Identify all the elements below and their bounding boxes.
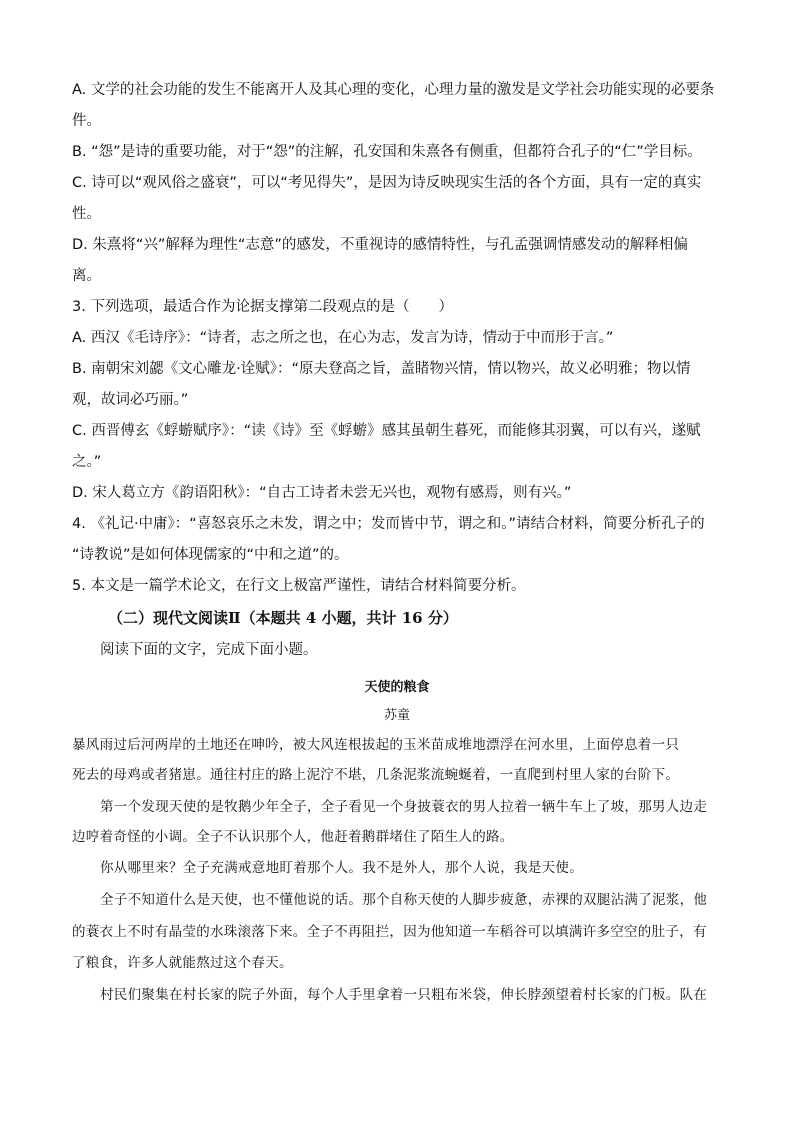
option-a-line-1: A. 文学的社会功能的发生不能离开人及其心理的变化，心理力量的激发是文学社会功能实现的必要条 <box>72 82 715 98</box>
story-line: 的蓑衣上不时有晶莹的水珠滚落下来。全子不再阻拦，因为他知道一车稻谷可以填满许多空空的肚子，有 <box>72 924 707 940</box>
q3-option-a: A. 西汉《毛诗序》：“诗者，志之所之也，在心为志，发言为诗，情动于中而形于言。” <box>72 330 614 346</box>
q3-option-d: D. 宋人葛立方《韵语阳秋》：“自古工诗者未尝无兴也，观物有感焉，则有兴。” <box>72 485 572 501</box>
story-line: 暴风雨过后河两岸的土地还在呻吟，被大风连根拔起的玉米苗成堆地漂浮在河水里，上面停息着一只 <box>72 737 680 753</box>
option-c-line-1: C. 诗可以“观风俗之盛衰”，可以“考见得失”，是因为诗反映现实生活的各个方面，具有一定的真实 <box>72 175 702 191</box>
option-d-line-2: 离。 <box>72 268 101 284</box>
option-c-line-2: 性。 <box>72 206 101 222</box>
story-line: 村民们聚集在村长家的院子外面，每个人手里拿着一只粗布米袋，伸长脖颈望着村长家的门板。队在 <box>100 987 708 1003</box>
story-line: 你从哪里来？全子充满戒意地盯着那个人。我不是外人，那个人说，我是天使。 <box>100 860 583 876</box>
story-line: 全子不知道什么是天使，也不懂他说的话。那个自称天使的人脚步疲惫，赤裸的双腿沾满了泥浆，他 <box>100 892 708 908</box>
q3-option-c-line-2: 之。” <box>72 454 102 470</box>
question-5: 5. 本文是一篇学术论文，在行文上极富严谨性，请结合材料简要分析。 <box>72 578 526 594</box>
story-line: 死去的母鸡或者猪崽。通往村庄的路上泥泞不堪，几条泥浆流蜿蜒着，一直爬到村里人家的台阶下。 <box>72 767 680 783</box>
story-author: 苏童 <box>383 708 410 723</box>
story-line: 边哼着奇怪的小调。全子不认识那个人，他赶着鹅群堵住了陌生人的路。 <box>72 829 514 845</box>
story-line: 了粮食，许多人就能熬过这个春天。 <box>72 955 293 971</box>
reading-instruction: 阅读下面的文字，完成下面小题。 <box>100 642 318 658</box>
option-a-line-2: 件。 <box>72 113 101 129</box>
section-heading: （二）现代文阅读Ⅱ（本题共 4 小题，共计 16 分） <box>108 609 458 627</box>
question-3-stem: 3. 下列选项，最适合作为论据支撑第二段观点的是（ ） <box>72 299 453 315</box>
option-b-line-1: B. “怨”是诗的重要功能，对于“怨”的注解，孔安国和朱熹各有侧重，但都符合孔子的“仁”学目标。 <box>72 144 702 160</box>
q3-option-c-line-1: C. 西晋傅玄《蜉蝣赋序》：“读《诗》至《蜉蝣》感其虽朝生暮死，而能修其羽翼，可以有兴，遂赋 <box>72 423 701 439</box>
story-title: 天使的粮食 <box>364 680 430 695</box>
q3-option-b-line-2: 观，故词必巧丽。” <box>72 392 189 408</box>
story-line: 第一个发现天使的是牧鹅少年全子，全子看见一个身披蓑衣的男人拉着一辆牛车上了坡，那男人边走 <box>100 799 708 815</box>
question-4-line-1: 4. 《礼记·中庸》：“喜怒哀乐之未发，谓之中；发而皆中节，谓之和。”请结合材料，简要分析孔子的 <box>72 516 705 532</box>
question-4-line-2: “诗教说”是如何体现儒家的“中和之道”的。 <box>72 547 349 563</box>
option-d-line-1: D. 朱熹将“兴”解释为理性“志意”的感发，不重视诗的感情特性，与孔孟强调情感发动的解释相偏 <box>72 237 688 253</box>
q3-option-b-line-1: B. 南朝宋刘勰《文心雕龙·诠赋》：“原夫登高之旨，盖睹物兴情，情以物兴，故义必明雅；物以情 <box>72 361 691 377</box>
